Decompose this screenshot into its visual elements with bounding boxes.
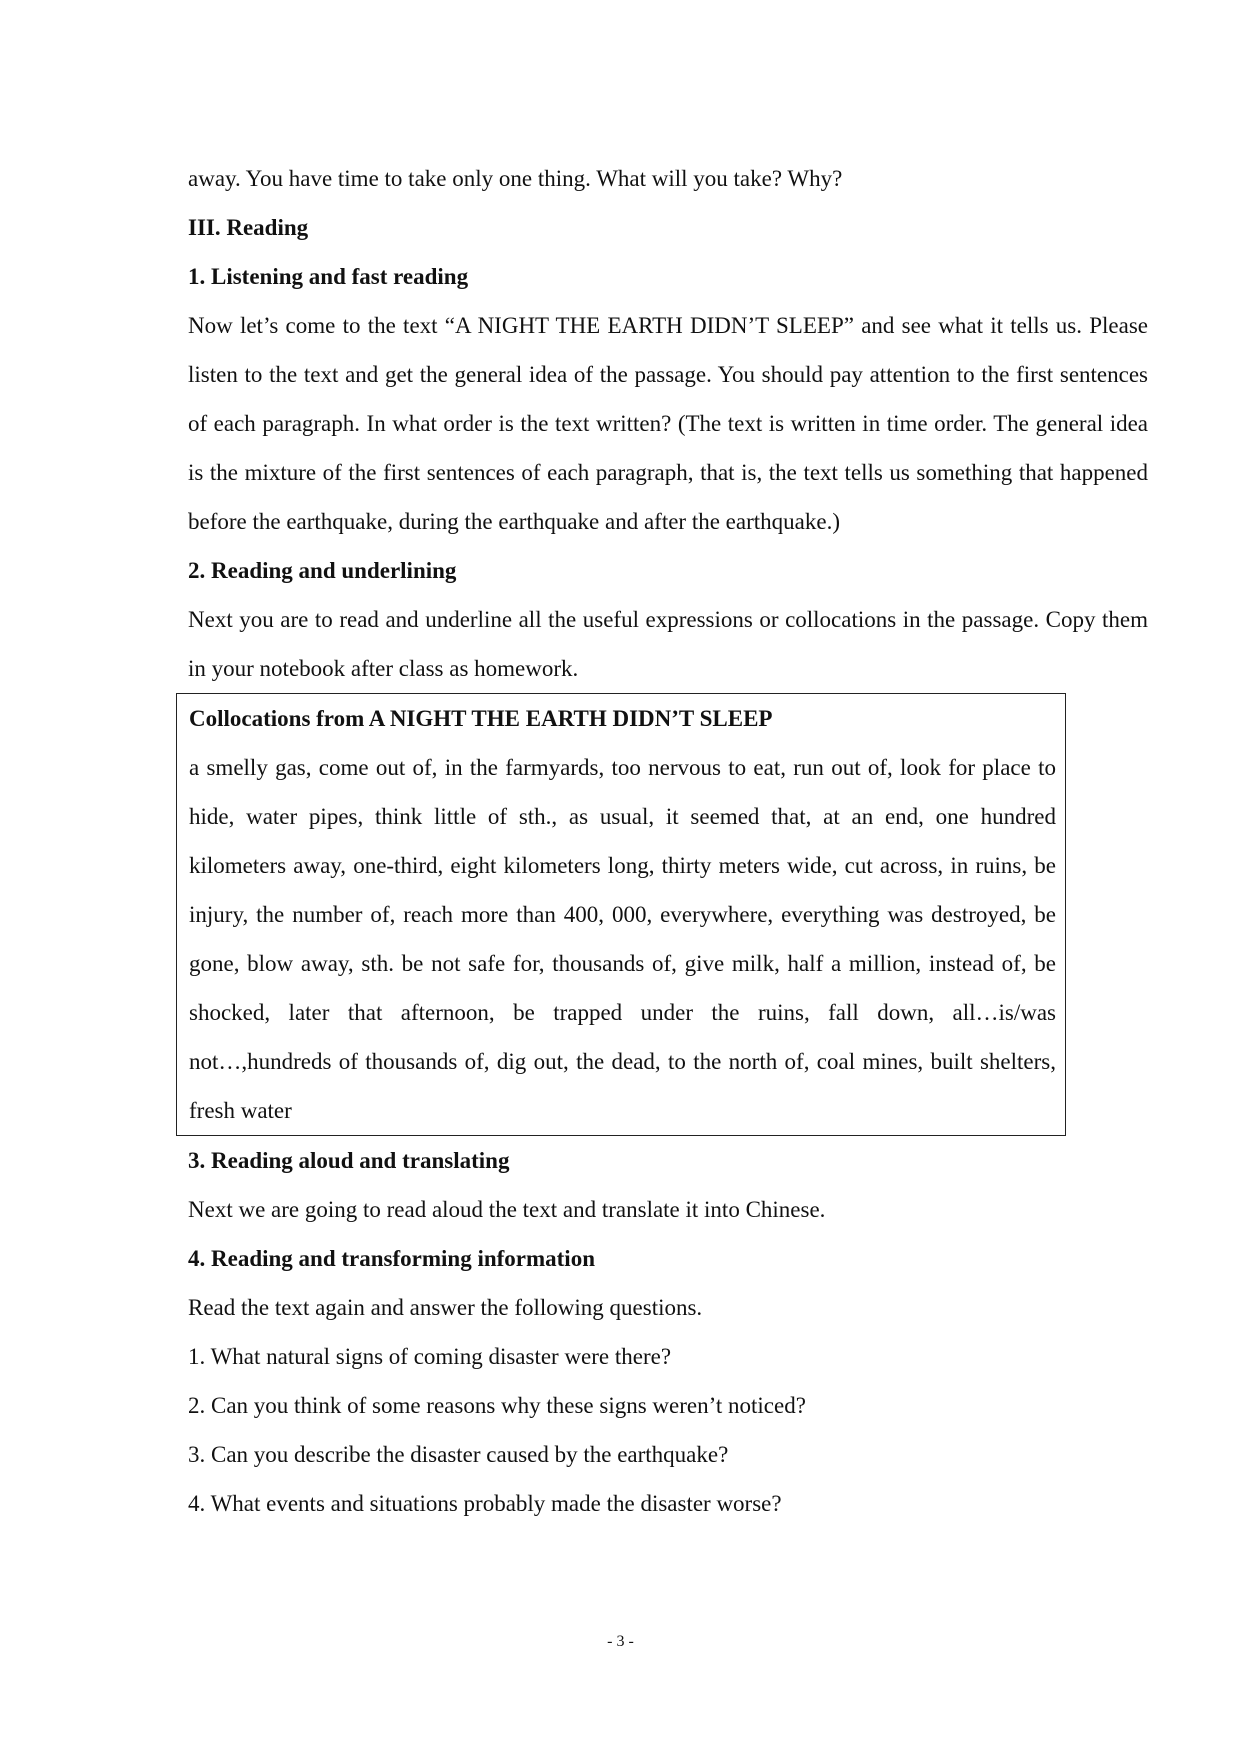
part4-paragraph: Read the text again and answer the following questions. [188, 1295, 703, 1320]
collocations-box [176, 693, 1066, 1136]
collocations-text: a smelly gas, come out of, in the farmyards, too nervous to eat, run out of, look for place to hide, water pipes, think little of sth., as usual, it seemed that, at an end, one hundred kilometers away, one-third, eight kilometers long, thirty meters wide, cut across, in ruins, be injury, the number of, reach more than 400, 000, everywhere, everything was destroyed, be gone, blow away, sth. be not safe for, thousands of, give milk, half a million, instead of, be shocked, later that afternoon, be trapped under the ruins, fall down, all…is/was not…,hundreds of thousands of, dig out, the dead, to the north of, coal mines, built shelters, fresh water [189, 755, 1056, 1123]
question-item: 1. What natural signs of coming disaster were there? [188, 1344, 672, 1369]
part4-heading: 4. Reading and transforming information [188, 1246, 595, 1271]
part3-paragraph: Next we are going to read aloud the text and translate it into Chinese. [188, 1197, 826, 1222]
part1-heading: 1. Listening and fast reading [188, 264, 469, 289]
part2-paragraph: Next you are to read and underline all the useful expressions or collocations in the passage. Copy them in your notebook after class as homework. [188, 607, 1148, 681]
collocations-title: Collocations from A NIGHT THE EARTH DIDN’T SLEEP [189, 706, 773, 731]
part3-heading: 3. Reading aloud and translating [188, 1148, 510, 1173]
section-heading: III. Reading [188, 215, 309, 240]
part2-heading: 2. Reading and underlining [188, 558, 457, 583]
question-item: 3. Can you describe the disaster caused by the earthquake? [188, 1442, 729, 1467]
page-content [188, 154, 1148, 1528]
question-list [188, 1332, 1148, 1528]
question-item: 4. What events and situations probably made the disaster worse? [188, 1491, 782, 1516]
intro-line: away. You have time to take only one thing. What will you take? Why? [188, 166, 843, 191]
part1-paragraph: Now let’s come to the text “A NIGHT THE EARTH DIDN’T SLEEP” and see what it tells us. Please listen to the text and get the general idea of the passage. You should pay attention to the first sentences of each paragraph. In what order is the text written? (The text is written in time order. The general idea is the mixture of the first sentences of each paragraph, that is, the text tells us something that happened before the earthquake, during the earthquake and after the earthquake.) [188, 313, 1148, 534]
page-number: - 3 - [607, 1633, 634, 1650]
question-item: 2. Can you think of some reasons why these signs weren’t noticed? [188, 1393, 806, 1418]
